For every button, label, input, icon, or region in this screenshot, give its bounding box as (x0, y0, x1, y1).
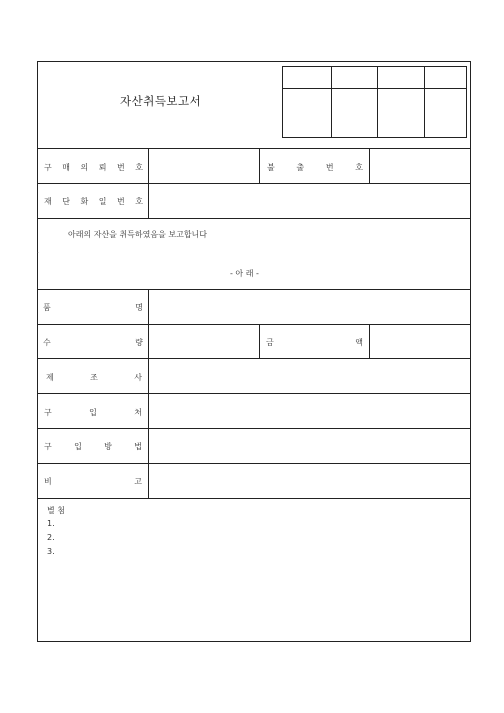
purchase-from-label: 구 입 처 (44, 408, 142, 417)
manufacturer-label: 제 조 사 (46, 373, 142, 382)
column-divider (259, 324, 260, 358)
quantity-label: 수 량 (43, 338, 143, 347)
approval-divider (331, 67, 332, 137)
approval-box (282, 66, 467, 138)
form-title: 자산취득보고서 (120, 94, 202, 108)
item-name-label: 품 명 (43, 303, 143, 312)
column-divider (369, 148, 370, 183)
row-divider (38, 289, 470, 290)
row-divider (38, 393, 470, 394)
row-divider (38, 148, 470, 149)
row-divider (38, 463, 470, 464)
release-no-label: 불 출 번 호 (267, 163, 363, 172)
row-divider (38, 218, 470, 219)
financial-no-label: 재 단 화 일 번 호 (44, 197, 143, 206)
purchase-request-no-label: 구 매 의 뢰 번 호 (44, 163, 143, 172)
amount-label: 금 액 (266, 338, 363, 347)
approval-divider (377, 67, 378, 137)
attachment-item: 1. (47, 519, 55, 528)
row-divider (38, 428, 470, 429)
row-divider (38, 324, 470, 325)
row-divider (38, 498, 470, 499)
column-divider (148, 289, 149, 498)
column-divider (259, 148, 260, 183)
row-divider (38, 183, 470, 184)
approval-header-line (283, 88, 466, 89)
asset-acquisition-form (37, 61, 471, 642)
remarks-label: 비 고 (44, 477, 142, 486)
margin-mark: · (37, 250, 39, 257)
row-divider (38, 358, 470, 359)
attachment-item: 2. (47, 533, 55, 542)
report-sentence: 아래의 자산을 취득하였음을 보고합니다 (68, 230, 208, 239)
column-divider (148, 148, 149, 218)
below-heading: - 아 래 - (230, 269, 259, 278)
attachment-label: 별 첨 (47, 506, 65, 515)
attachment-item: 3. (47, 547, 55, 556)
approval-divider (424, 67, 425, 137)
column-divider (369, 324, 370, 358)
purchase-method-label: 구 입 방 법 (44, 442, 142, 451)
